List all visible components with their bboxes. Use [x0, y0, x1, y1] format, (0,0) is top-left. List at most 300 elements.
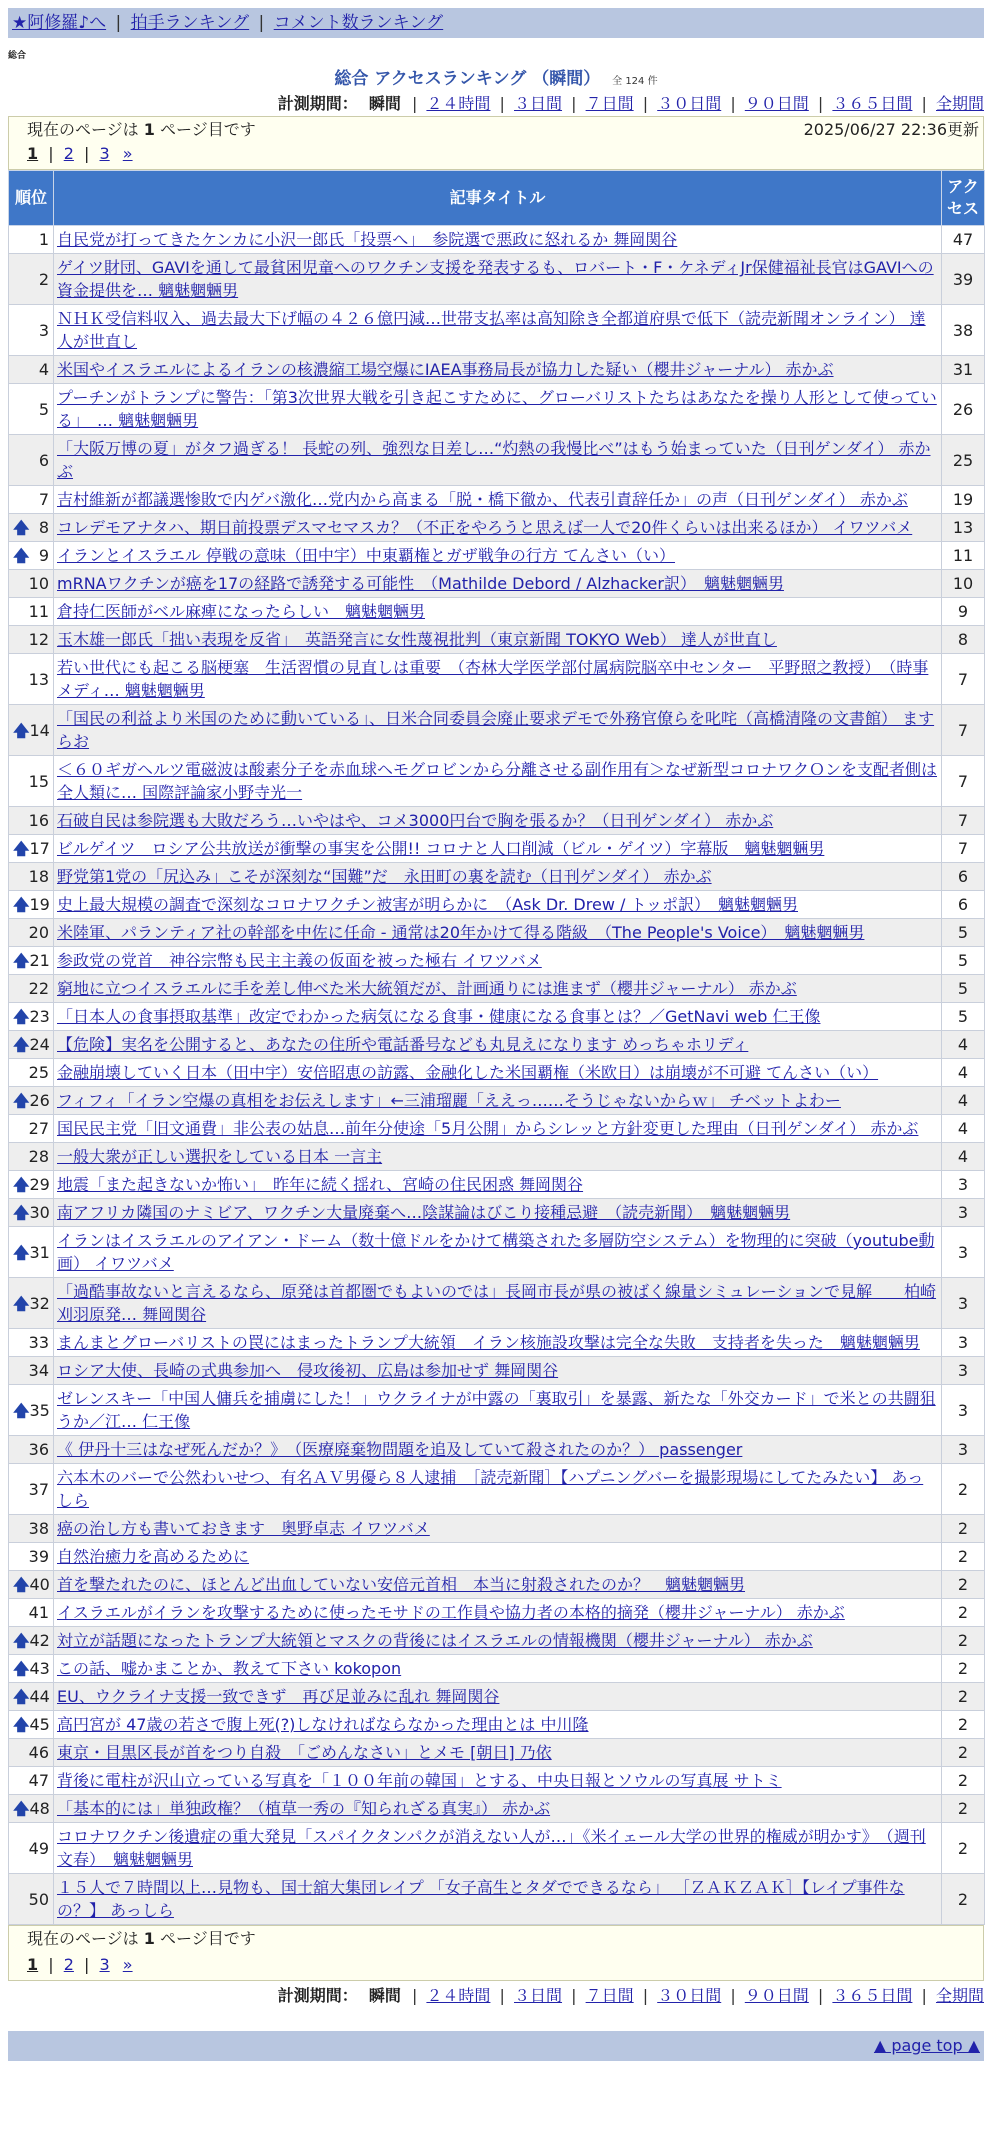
table-row: [9, 1874, 985, 1925]
article-link[interactable]: イスラエルがイランを攻撃するために使ったモサドの工作員や協力者の本格的摘発（櫻井ジャーナル） 赤かぶ: [57, 1603, 845, 1622]
access-count: 2: [942, 1655, 985, 1683]
rank-cell: [9, 514, 54, 542]
article-link[interactable]: 石破自民は参院選も大敗だろう…いやはや、コメ3000円台で胸を張るか？（日刊ゲンダイ） 赤かぶ: [57, 811, 774, 830]
title-cell: [54, 891, 942, 919]
rank-number: 7: [38, 490, 49, 509]
title-cell: [54, 863, 942, 891]
table-row: [9, 626, 985, 654]
rank-cell: [9, 1711, 54, 1739]
pager-bottom: [8, 1925, 984, 1981]
rank-cell: [9, 1087, 54, 1115]
ranking-body: [9, 226, 985, 1925]
article-link[interactable]: 史上最大規模の調査で深刻なコロナワクチン被害が明らかに （Ask Dr. Drew / トッポ訳） 魑魅魍魎男: [57, 895, 798, 914]
title-cell: [54, 305, 942, 356]
article-link[interactable]: 「基本的には」単独政権？（植草一秀の『知られざる真実』） 赤かぶ: [57, 1799, 551, 1818]
rank-number: 46: [28, 1743, 49, 1762]
article-link[interactable]: 東京・目黒区長が首をつり自殺 「ごめんなさい」とメモ [朝日] 乃依: [57, 1743, 552, 1762]
article-link[interactable]: フィフィ「イラン空爆の真相をお伝えします」←三浦瑠麗「ええっ……そうじゃないからｗ」 チベットよわー: [57, 1091, 841, 1110]
access-count: 7: [942, 756, 985, 807]
article-link[interactable]: 南アフリカ隣国のナミビア、ワクチン大量廃棄へ…陰謀論はびこり接種忌避 （読売新聞） 魑魅魍魎男: [57, 1203, 791, 1222]
article-link[interactable]: ロシア大使、長崎の式典参加へ 侵攻後初、広島は参加せず 舞岡関谷: [57, 1361, 559, 1380]
article-link[interactable]: 背後に電柱が沢山立っている写真を「１００年前の韓国」とする、中央日報とソウルの写真展 サトミ: [57, 1771, 782, 1790]
title-cell: [54, 705, 942, 756]
article-link[interactable]: 癌の治し方も書いておきます 奥野卓志 イワツバメ: [57, 1519, 430, 1538]
title-cell: [54, 1115, 942, 1143]
rank-number: 14: [29, 720, 50, 740]
rank-number: 42: [29, 1631, 50, 1650]
period-separator: |: [730, 1986, 736, 2005]
article-link[interactable]: 自然治癒力を高めるために: [57, 1547, 250, 1566]
article-link[interactable]: ＜６０ギガヘルツ電磁波は酸素分子を赤血球ヘモグロビンから分離させる副作用有＞なぜ新型コロナワクＯンを支配者側は全人類に… 国際評論家小野寺光一: [57, 760, 938, 802]
rank-number: 50: [28, 1889, 49, 1909]
rank-number: 33: [28, 1333, 49, 1352]
table-row: [9, 1087, 985, 1115]
page-links: [27, 143, 133, 165]
period-link-30d[interactable]: ３０日間: [657, 1986, 722, 2005]
period-label: 計測期間：: [277, 1986, 358, 2005]
rank-number: 23: [29, 1007, 50, 1026]
title-cell: [54, 1436, 942, 1464]
rank-cell: [9, 1278, 54, 1329]
table-row: [9, 1823, 985, 1874]
period-label: 計測期間：: [277, 94, 358, 113]
title-cell: [54, 1823, 942, 1874]
article-link[interactable]: 玉木雄一郎氏「拙い表現を反省」 英語発言に女性蔑視批判（東京新聞 TOKYO Web） 達人が世直し: [57, 630, 777, 649]
title-cell: [54, 1599, 942, 1627]
table-row: [9, 1436, 985, 1464]
page-link-3[interactable]: 3: [99, 144, 110, 163]
title-cell: [54, 1199, 942, 1227]
rank-cell: [9, 1767, 54, 1795]
access-count: 7: [942, 807, 985, 835]
rank-number: 24: [29, 1035, 50, 1054]
rank-number: 49: [28, 1838, 49, 1858]
rank-cell: [9, 835, 54, 863]
period-separator: |: [642, 94, 649, 113]
ranking-table: [8, 170, 985, 1925]
nav-separator: |: [115, 13, 122, 33]
article-link[interactable]: 自民党が打ってきたケンカに小沢一郎氏「投票へ」 参院選で悪政に怒れるか 舞岡関谷: [57, 230, 678, 249]
period-link-30d[interactable]: ３０日間: [657, 94, 722, 113]
article-link[interactable]: 《 伊丹十三はなぜ死んだか？》 （医療廃棄物問題を追及していて殺されたのか？） passenger: [57, 1440, 743, 1459]
access-count: 5: [942, 975, 985, 1003]
access-count: 2: [942, 1767, 985, 1795]
rank-number: 22: [28, 979, 49, 998]
period-current: 瞬間: [368, 1986, 401, 2005]
period-link-365d[interactable]: ３６５日間: [832, 94, 913, 113]
article-link[interactable]: 国民民主党「旧文通費」非公表の姑息…前年分使途「5月公開」からシレッと方針変更した理由（日刊ゲンダイ） 赤かぶ: [57, 1119, 919, 1138]
footer-bar: [8, 2031, 984, 2061]
up-arrow-icon: 🡅: [13, 951, 30, 970]
article-link[interactable]: 吉村維新が都議選惨敗で内ゲバ激化…党内から高まる「脱・橋下徹か、代表引責辞任か」の声（日刊ゲンダイ） 赤かぶ: [57, 490, 908, 509]
article-link[interactable]: 「日本人の食事摂取基準」改定でわかった病気になる食事・健康になる食事とは？／GetNavi web 仁王像: [57, 1007, 821, 1026]
up-arrow-icon: 🡅: [13, 1035, 30, 1054]
rank-cell: [9, 570, 54, 598]
article-link[interactable]: 参政党の党首 神谷宗幣も民主主義の仮面を被った極右 イワツバメ: [57, 951, 542, 970]
access-count: 2: [942, 1795, 985, 1823]
article-link[interactable]: 高円宮が 47歳の若さで腹上死(?)しなければならなかった理由とは 中川隆: [57, 1715, 589, 1734]
access-count: 47: [942, 226, 985, 254]
table-row: [9, 1739, 985, 1767]
article-link[interactable]: ＮＨＫ受信料収入、過去最大下げ幅の４２６億円減…世帯支払率は高知除き全都道府県で低下（読売新聞オンライン） 達人が世直し: [57, 309, 926, 351]
access-count: 31: [942, 356, 985, 384]
current-page-suffix: ページ目です: [160, 120, 256, 139]
access-count: 2: [942, 1543, 985, 1571]
current-page-prefix: 現在のページは: [27, 120, 139, 139]
period-link-all[interactable]: 全期間: [935, 94, 984, 113]
rank-number: 26: [29, 1091, 50, 1110]
rank-number: 16: [28, 811, 49, 830]
article-link[interactable]: 「大阪万博の夏」がタフ過ぎる！ 長蛇の列、強烈な日差し…“灼熱の我慢比べ”はもう始まっていた（日刊ゲンダイ） 赤かぶ: [57, 439, 931, 481]
rank-number: 38: [28, 1519, 49, 1538]
rank-cell: [9, 598, 54, 626]
table-row: [9, 705, 985, 756]
header-title: 記事タイトル: [54, 171, 942, 226]
title-cell: [54, 1683, 942, 1711]
nav-comment-ranking-link[interactable]: コメント数ランキング: [273, 13, 444, 33]
rank-number: 48: [29, 1799, 50, 1818]
access-count: 3: [942, 1227, 985, 1278]
rank-number: 12: [28, 630, 49, 649]
access-count: 7: [942, 654, 985, 705]
rank-number: 36: [28, 1440, 49, 1459]
rank-number: 37: [28, 1479, 49, 1499]
period-link-90d[interactable]: ９０日間: [744, 94, 809, 113]
table-row: [9, 598, 985, 626]
page-separator: |: [48, 1955, 54, 1974]
pager-top: [8, 116, 984, 170]
title-cell: [54, 626, 942, 654]
rank-cell: [9, 1143, 54, 1171]
rank-cell: [9, 1436, 54, 1464]
page-next-link[interactable]: »: [122, 144, 133, 163]
access-count: 3: [942, 1385, 985, 1436]
title-cell: [54, 1385, 942, 1436]
access-count: 10: [942, 570, 985, 598]
table-row: [9, 1199, 985, 1227]
table-row: [9, 1711, 985, 1739]
table-row: [9, 1059, 985, 1087]
access-count: 6: [942, 891, 985, 919]
table-row: [9, 1031, 985, 1059]
title-cell: [54, 384, 942, 435]
article-link[interactable]: 対立が話題になったトランプ大統領とマスクの背後にはイスラエルの情報機関（櫻井ジャーナル） 赤かぶ: [57, 1631, 813, 1650]
up-arrow-icon: 🡅: [13, 518, 30, 537]
article-link[interactable]: 一般大衆が正しい選択をしている日本 一言主: [57, 1147, 383, 1166]
article-link[interactable]: 金融崩壊していく日本（田中宇）安倍昭恵の訪露、金融化した米国覇権（米欧日）は崩壊が不可避 てんさい（い）: [57, 1063, 879, 1082]
page-link-1-current: 1: [27, 144, 39, 163]
rank-number: 30: [29, 1203, 50, 1222]
header-access: アクセス: [942, 171, 985, 226]
rank-number: 9: [38, 546, 49, 565]
table-row: [9, 1278, 985, 1329]
access-count: 2: [942, 1711, 985, 1739]
article-link[interactable]: １５人で７時間以上…見物も、国士舘大集団レイプ 「女子高生とタダでできるなら」 ［ＺＡＫＺＡＫ］【レイプ事件なの？】 あっしら: [57, 1878, 905, 1920]
access-count: 2: [942, 1464, 985, 1515]
access-count: 2: [942, 1739, 985, 1767]
title-cell: [54, 1711, 942, 1739]
table-row: [9, 1385, 985, 1436]
page-link-1-current: 1: [27, 1955, 39, 1974]
article-link[interactable]: まんまとグローバリストの罠にはまったトランプ大統領 イラン核施設攻撃は完全な失敗 支持者を失った 魑魅魍魎男: [57, 1333, 920, 1352]
period-separator: |: [642, 1986, 649, 2005]
current-page-prefix: 現在のページは: [27, 1929, 139, 1948]
period-selector-bottom: [8, 1983, 984, 2009]
access-count: 3: [942, 1171, 985, 1199]
period-separator: |: [571, 1986, 577, 2005]
rank-number: 21: [29, 951, 50, 970]
article-link[interactable]: mRNAワクチンが癌を17の経路で誘発する可能性 （Mathilde Debord / Alzhacker訳） 魑魅魍魎男: [57, 574, 784, 593]
access-count: 38: [942, 305, 985, 356]
period-link-90d[interactable]: ９０日間: [744, 1986, 809, 2005]
title-cell: [54, 1627, 942, 1655]
table-row: [9, 1571, 985, 1599]
up-arrow-icon: 🡅: [13, 1575, 30, 1594]
rank-cell: [9, 1329, 54, 1357]
page-separator: |: [84, 1955, 90, 1974]
up-arrow-icon: 🡅: [13, 1293, 30, 1313]
article-link[interactable]: 「国民の利益より米国のために動いている」、日米合同委員会廃止要求デモで外務官僚らを叱咤（高橋清隆の文書館） ますらお: [57, 709, 935, 751]
title-cell: [54, 254, 942, 305]
article-link[interactable]: EU、ウクライナ支援一致できず 再び足並みに乱れ 舞岡関谷: [57, 1687, 500, 1706]
title-cell: [54, 1059, 942, 1087]
title-cell: [54, 756, 942, 807]
rank-cell: [9, 947, 54, 975]
rank-number: 31: [29, 1242, 50, 1262]
access-count: 7: [942, 705, 985, 756]
access-count: 4: [942, 1059, 985, 1087]
article-link[interactable]: 六本木のバーで公然わいせつ、有名ＡＶ男優ら８人逮捕 ［読売新聞］【ハプニングバーを撮影現場にしてたみたい】 あっしら: [57, 1468, 924, 1510]
table-row: [9, 1795, 985, 1823]
period-link-3d[interactable]: ３日間: [514, 94, 563, 113]
title-cell: [54, 919, 942, 947]
access-count: 26: [942, 384, 985, 435]
rank-cell: [9, 226, 54, 254]
period-separator: |: [499, 94, 505, 113]
article-link[interactable]: 「過酷事故ないと言えるなら、原発は首都圏でもよいのでは」長岡市長が県の被ばく線量シミュレーションで見解 柏崎刈羽原発… 舞岡関谷: [57, 1282, 937, 1324]
title-cell: [54, 1571, 942, 1599]
table-row: [9, 1543, 985, 1571]
nav-home-link[interactable]: ★阿修羅♪へ: [12, 13, 107, 33]
access-count: 2: [942, 1874, 985, 1925]
access-count: 2: [942, 1627, 985, 1655]
access-count: 2: [942, 1683, 985, 1711]
rank-number: 25: [28, 1063, 49, 1082]
rank-number: 32: [29, 1293, 50, 1313]
table-row: [9, 1655, 985, 1683]
page-separator: |: [48, 144, 54, 163]
period-link-3d[interactable]: ３日間: [514, 1986, 563, 2005]
table-row: [9, 863, 985, 891]
article-link[interactable]: 若い世代にも起こる脳梗塞 生活習慣の見直しは重要 （杏林大学医学部付属病院脳卒中センター 平野照之教授） （時事メディ… 魑魅魍魎男: [57, 658, 929, 700]
article-link[interactable]: 倉持仁医師がベル麻痺になったらしい 魑魅魍魎男: [57, 602, 426, 621]
rank-cell: [9, 626, 54, 654]
rank-number: 41: [28, 1603, 49, 1622]
title-cell: [54, 1464, 942, 1515]
access-count: 7: [942, 835, 985, 863]
rank-number: 6: [38, 450, 49, 470]
article-link[interactable]: 米国やイスラエルによるイランの核濃縮工場空爆にIAEA事務局長が協力した疑い（櫻井ジャーナル） 赤かぶ: [57, 360, 834, 379]
table-row: [9, 1627, 985, 1655]
article-link[interactable]: 野党第1党の「尻込み」こそが深刻な“国難”だ 永田町の裏を読む（日刊ゲンダイ） 赤かぶ: [57, 867, 712, 886]
nav-clap-ranking-link[interactable]: 拍手ランキング: [130, 13, 250, 33]
period-link-7d[interactable]: ７日間: [585, 1986, 634, 2005]
page-link-2[interactable]: 2: [63, 1955, 74, 1974]
page-links: [27, 1954, 133, 1976]
article-link[interactable]: この話、嘘かまことか、教えて下さい kokopon: [57, 1659, 402, 1678]
rank-cell: [9, 254, 54, 305]
access-count: 3: [942, 1436, 985, 1464]
current-page-text: [27, 119, 256, 141]
article-link[interactable]: コレデモアナタハ、期日前投票デスマセマスカ？（不正をやろうと思えば一人で20件くらいは出来るほか） イワツバメ: [57, 518, 913, 537]
rank-number: 34: [28, 1361, 49, 1380]
table-row: [9, 891, 985, 919]
article-link[interactable]: ビルゲイツ ロシア公共放送が衝撃の事実を公開!! コロナと人口削減（ビル・ゲイツ）字幕版 魑魅魍魎男: [57, 839, 825, 858]
rank-cell: [9, 1003, 54, 1031]
page-top-link[interactable]: ▲ page top ▲: [873, 2036, 980, 2055]
ranking-title: 総合 アクセスランキング （瞬間）: [334, 69, 601, 89]
period-separator: |: [921, 1986, 927, 2005]
rank-number: 39: [28, 1547, 49, 1566]
article-link[interactable]: イランはイスラエルのアイアン・ドーム（数十億ドルをかけて構築された多層防空システム）を物理的に突破（youtube動画） イワツバメ: [57, 1231, 935, 1273]
rank-cell: [9, 975, 54, 1003]
rank-cell: [9, 305, 54, 356]
table-row: [9, 486, 985, 514]
access-count: 3: [942, 1278, 985, 1329]
nav-separator: |: [258, 13, 265, 33]
period-link-7d[interactable]: ７日間: [585, 94, 634, 113]
table-row: [9, 305, 985, 356]
rank-number: 40: [29, 1575, 50, 1594]
up-arrow-icon: 🡅: [13, 1715, 30, 1734]
table-row: [9, 919, 985, 947]
rank-cell: [9, 919, 54, 947]
table-header-row: [9, 171, 985, 226]
table-row: [9, 1003, 985, 1031]
rank-cell: [9, 1874, 54, 1925]
article-link[interactable]: プーチンがトランプに警告：「第3次世界大戦を引き起こすために、グローバリストたちはあなたを操り人形として使っている」 … 魑魅魍魎男: [57, 388, 937, 430]
title-cell: [54, 514, 942, 542]
title-cell: [54, 435, 942, 486]
article-link[interactable]: ゼレンスキー「中国人傭兵を捕虜にした！」ウクライナが中露の「裏取引」を暴露、新たな「外交カード」で米との共闘狙うか／江… 仁王像: [57, 1389, 936, 1431]
title-cell: [54, 1087, 942, 1115]
table-row: [9, 1143, 985, 1171]
rank-cell: [9, 1115, 54, 1143]
rank-number: 2: [38, 269, 49, 289]
rank-cell: [9, 1739, 54, 1767]
up-arrow-icon: 🡅: [13, 1175, 30, 1194]
period-separator: |: [817, 1986, 824, 2005]
rank-cell: [9, 542, 54, 570]
title-cell: [54, 1227, 942, 1278]
up-arrow-icon: 🡅: [13, 1091, 30, 1110]
rank-number: 43: [29, 1659, 50, 1678]
article-link[interactable]: 地震「また起きないか怖い」 昨年に続く揺れ、宮崎の住民困惑 舞岡関谷: [57, 1175, 584, 1194]
rank-number: 29: [29, 1175, 50, 1194]
top-nav-bar: [8, 8, 984, 38]
rank-cell: [9, 1464, 54, 1515]
table-row: [9, 807, 985, 835]
page-link-2[interactable]: 2: [63, 144, 74, 163]
title-cell: [54, 975, 942, 1003]
period-separator: |: [730, 94, 736, 113]
page-next-link[interactable]: »: [122, 1955, 133, 1974]
period-link-24h[interactable]: ２４時間: [426, 94, 491, 113]
title-cell: [54, 1031, 942, 1059]
page-separator: |: [84, 144, 90, 163]
title-cell: [54, 654, 942, 705]
article-link[interactable]: イランとイスラエル 停戦の意味（田中宇）中東覇権とガザ戦争の行方 てんさい（い）: [57, 546, 676, 565]
period-link-365d[interactable]: ３６５日間: [832, 1986, 913, 2005]
current-page-suffix: ページ目です: [160, 1929, 256, 1948]
article-link[interactable]: 首を撃たれたのに、ほとんど出血していない安倍元首相 本当に射殺されたのか？ 魑魅魍魎男: [57, 1575, 746, 1594]
rank-number: 44: [29, 1687, 50, 1706]
table-row: [9, 356, 985, 384]
article-link[interactable]: ゲイツ財団、GAVIを通して最貧困児童へのワクチン支援を発表するも、ロバート・F・ケネディJr保健福祉長官はGAVIへの資金提供を… 魑魅魍魎男: [57, 258, 934, 300]
rank-cell: [9, 863, 54, 891]
rank-cell: [9, 1515, 54, 1543]
access-count: 39: [942, 254, 985, 305]
rank-cell: [9, 1357, 54, 1385]
rank-cell: [9, 356, 54, 384]
table-row: [9, 1115, 985, 1143]
period-separator: |: [411, 1986, 418, 2005]
rank-number: 35: [29, 1400, 50, 1420]
table-row: [9, 542, 985, 570]
title-cell: [54, 807, 942, 835]
period-link-all[interactable]: 全期間: [935, 1986, 984, 2005]
rank-cell: [9, 807, 54, 835]
rank-cell: [9, 1031, 54, 1059]
up-arrow-icon: 🡅: [13, 720, 30, 740]
page-link-3[interactable]: 3: [99, 1955, 110, 1974]
table-row: [9, 1171, 985, 1199]
title-cell: [54, 947, 942, 975]
rank-number: 5: [38, 399, 49, 419]
rank-cell: [9, 1385, 54, 1436]
title-cell: [54, 598, 942, 626]
title-cell: [54, 1278, 942, 1329]
access-count: 2: [942, 1599, 985, 1627]
period-separator: |: [499, 1986, 505, 2005]
table-row: [9, 654, 985, 705]
title-cell: [54, 1874, 942, 1925]
rank-cell: [9, 756, 54, 807]
table-row: [9, 975, 985, 1003]
access-count: 5: [942, 919, 985, 947]
article-link[interactable]: コロナワクチン後遺症の重大発見「スパイクタンパクが消えない人が…」《米イェール大学の世界的権威が明かす》 （週刊文春） 魑魅魍魎男: [57, 1827, 926, 1869]
rank-cell: [9, 1795, 54, 1823]
period-link-24h[interactable]: ２４時間: [426, 1986, 491, 2005]
total-count: 全 124 件: [612, 76, 658, 87]
title-cell: [54, 356, 942, 384]
title-cell: [54, 486, 942, 514]
table-row: [9, 1227, 985, 1278]
title-cell: [54, 1143, 942, 1171]
rank-number: 1: [38, 230, 49, 249]
title-cell: [54, 570, 942, 598]
article-link[interactable]: 米陸軍、パランティア社の幹部を中佐に任命 - 通常は20年かけて得る階級 （The People's Voice） 魑魅魍魎男: [57, 923, 865, 942]
up-arrow-icon: 🡅: [13, 1631, 30, 1650]
article-link[interactable]: 窮地に立つイスラエルに手を差し伸べた米大統領だが、計画通りには進まず（櫻井ジャーナル） 赤かぶ: [57, 979, 797, 998]
article-link[interactable]: 【危険】実名を公開すると、あなたの住所や電話番号なども丸見えになります めっちゃホリディ: [57, 1035, 749, 1054]
rank-number: 15: [28, 771, 49, 791]
access-count: 2: [942, 1571, 985, 1599]
ranking-heading: [8, 68, 984, 90]
title-cell: [54, 1655, 942, 1683]
period-current: 瞬間: [368, 94, 401, 113]
rank-number: 4: [38, 360, 49, 379]
